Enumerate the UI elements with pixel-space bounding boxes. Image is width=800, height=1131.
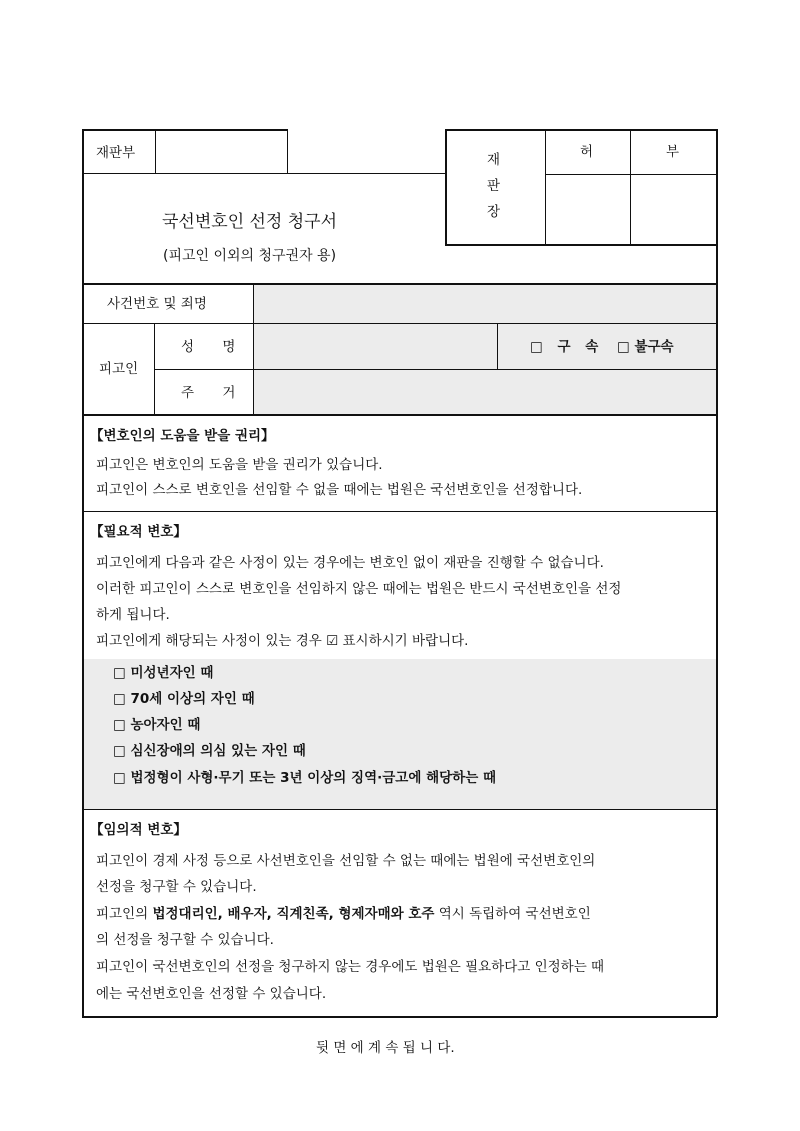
option-deaf-mute[interactable]: □ 농아자인 때 [113, 717, 201, 733]
optional-line-5: 피고인이 국선변호인의 선정을 청구하지 않는 경우에도 법원은 필요하다고 인정하는 때 [96, 959, 605, 975]
case-number-field[interactable] [254, 284, 716, 323]
optional-line-6: 에는 국선변호인을 선정할 수 있습니다. [96, 986, 327, 1002]
not-detained-checkbox[interactable]: □ 불구속 [617, 339, 674, 355]
options-panel [83, 659, 716, 809]
mandatory-line-1: 피고인에게 다음과 같은 사정이 있는 경우에는 변호인 없이 재판을 진행할 수 없습니다. [96, 555, 604, 571]
option-age-70[interactable]: □ 70세 이상의 자인 때 [113, 691, 255, 707]
court-label: 재판부 [96, 145, 136, 161]
defendant-label: 피고인 [99, 361, 139, 377]
optional-line-3 [96, 906, 591, 922]
reject-box[interactable] [631, 175, 716, 244]
optional-line-1: 피고인이 경제 사정 등으로 사선변호인을 선임할 수 없는 때에는 법원에 국선변호인의 [96, 853, 596, 869]
approve-label: 허 [580, 144, 594, 160]
name-label: 성 명 [181, 339, 236, 355]
judge-label-3: 장 [487, 204, 501, 220]
optional-line-3-pre: 피고인의 [96, 906, 153, 922]
judge-label-1: 재 [487, 152, 501, 168]
option-minor[interactable]: □ 미성년자인 때 [113, 665, 214, 681]
continued-note: 뒷 면 에 계 속 됩 니 다. [316, 1040, 455, 1056]
defendant-address-field[interactable] [254, 370, 716, 414]
option-serious-offense[interactable]: □ 법정형이 사형·무기 또는 3년 이상의 징역·금고에 해당하는 때 [113, 770, 496, 786]
reject-label: 부 [666, 144, 680, 160]
optional-line-3-post: 역시 독립하여 국선변호인 [434, 906, 591, 922]
optional-line-2: 선정을 청구할 수 있습니다. [96, 879, 257, 895]
right-line-1: 피고인은 변호인의 도움을 받을 권리가 있습니다. [96, 457, 383, 473]
mandatory-heading: 【필요적 변호】 [90, 524, 187, 540]
right-heading: 【변호인의 도움을 받을 권리】 [90, 428, 275, 444]
detained-checkbox[interactable]: □ 구 속 [530, 339, 599, 355]
court-field[interactable] [156, 131, 286, 173]
mandatory-line-3: 하게 됩니다. [96, 607, 170, 623]
address-label: 주 거 [181, 385, 236, 401]
case-number-label: 사건번호 및 죄명 [107, 296, 207, 312]
approve-box[interactable] [546, 175, 630, 244]
mandatory-line-2: 이러한 피고인이 스스로 변호인을 선임하지 않은 때에는 법원은 반드시 국선변호인을 선정 [96, 581, 622, 597]
form-title: 국선변호인 선정 청구서 [162, 212, 338, 232]
optional-heading: 【임의적 변호】 [90, 822, 187, 838]
option-mental-disability[interactable]: □ 심신장애의 의심 있는 자인 때 [113, 743, 306, 759]
judge-label-2: 판 [487, 178, 501, 194]
form-subtitle: (피고인 이외의 청구권자 용) [163, 248, 337, 264]
optional-line-4: 의 선정을 청구할 수 있습니다. [96, 932, 274, 948]
optional-line-3-bold: 법정대리인, 배우자, 직계친족, 형제자매와 호주 [152, 906, 435, 922]
mandatory-line-4: 피고인에게 해당되는 사정이 있는 경우 ☑ 표시하시기 바랍니다. [96, 633, 469, 649]
right-line-2: 피고인이 스스로 변호인을 선임할 수 없을 때에는 법원은 국선변호인을 선정합니다. [96, 482, 583, 498]
